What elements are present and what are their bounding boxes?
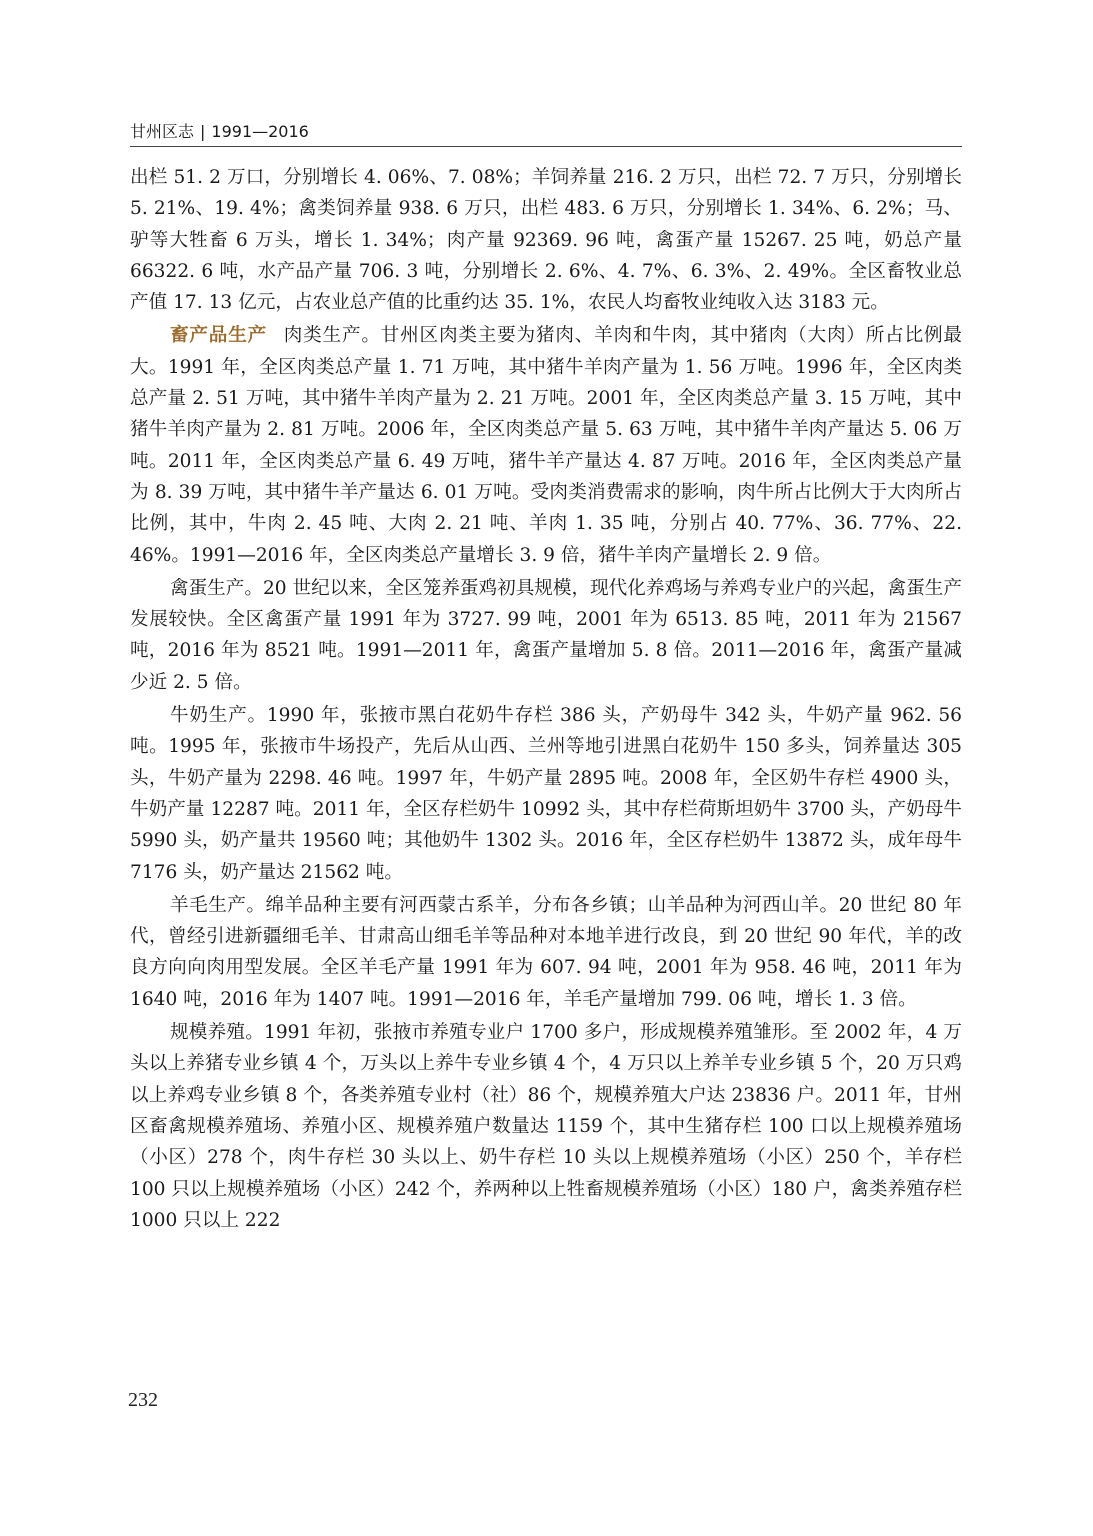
- running-header: [130, 120, 962, 144]
- paragraph-wool-production: [130, 890, 962, 1015]
- body-text: [130, 162, 962, 1236]
- paragraph-scale-farming: [130, 1017, 962, 1236]
- header-years: 1991—2016: [211, 122, 309, 141]
- paragraph-text: 规模养殖。1991 年初，张掖市养殖专业户 1700 多户，形成规模养殖雏形。至 2002 年，4 万头以上养猪专业乡镇 4 个，万头以上养牛专业乡镇 4 个，4 万只以上养羊专业乡镇 5 个，20 万只鸡以上养鸡专业乡镇 8 个，各类养殖专业村（社）86 个，规模养殖大户达 23836 户。2011 年，甘州区畜禽规模养殖场、养殖小区、规模养殖户数量达 1159 个，其中生猪存栏 100 口以上规模养殖场（小区）278 个，肉牛存栏 30 头以上、奶牛存栏 10 头以上规模养殖场（小区）250 个，羊存栏 100 只以上规模养殖场（小区）242 个，养两种以上牲畜规模养殖场（小区）180 户，禽类养殖存栏 1000 只以上 222: [130, 1022, 962, 1231]
- paragraph-text: 出栏 51. 2 万口，分别增长 4. 06%、7. 08%；羊饲养量 216. 2 万只，出栏 72. 7 万只，分别增长 5. 21%、19. 4%；禽类饲养量 938. 6 万只，出栏 483. 6 万只，分别增长 1. 34%、6. 2%；马、驴等大牲畜 6 万头，增长 1. 34%；肉产量 92369. 96 吨，禽蛋产量 15267. 25 吨，奶总产量 66322. 6 吨，水产品产量 706. 3 吨，分别增长 2. 6%、4. 7%、6. 3%、2. 49%。全区畜牧业总产值 17. 13 亿元，占农业总产值的比重约达 35. 1%，农民人均畜牧业纯收入达 3183 元。: [130, 167, 962, 314]
- paragraph-text: 肉类生产。甘州区肉类主要为猪肉、羊肉和牛肉，其中猪肉（大肉）所占比例最大。1991 年，全区肉类总产量 1. 71 万吨，其中猪牛羊肉产量为 1. 56 万吨。1996 年，全区肉类总产量 2. 51 万吨，其中猪牛羊肉产量为 2. 21 万吨。2001 年，全区肉类总产量 3. 15 万吨，其中猪牛羊肉产量为 2. 81 万吨。2006 年，全区肉类总产量 5. 63 万吨，其中猪牛羊肉产量达 5. 06 万吨。2011 年，全区肉类总产量 6. 49 万吨，猪牛羊产量达 4. 87 万吨。2016 年，全区肉类总产量为 8. 39 万吨，其中猪牛羊产量达 6. 01 万吨。受肉类消费需求的影响，肉牛所占比例大于大肉所占比例，其中，牛肉 2. 45 吨、大肉 2. 21 吨、羊肉 1. 35 吨，分别占 40. 77%、36. 77%、22. 46%。1991—2016 年，全区肉类总产量增长 3. 9 倍，猪牛羊肉产量增长 2. 9 倍。: [130, 325, 962, 566]
- paragraph-milk-production: [130, 700, 962, 888]
- paragraph-meat-production: [130, 320, 962, 570]
- section-heading: 畜产品生产: [169, 325, 267, 347]
- paragraph-text: 牛奶生产。1990 年，张掖市黑白花奶牛存栏 386 头，产奶母牛 342 头，牛奶产量 962. 56 吨。1995 年，张掖市牛场投产，先后从山西、兰州等地引进黑白花奶牛 150 多头，饲养量达 305 头，牛奶产量为 2298. 46 吨。1997 年，牛奶产量 2895 吨。2008 年，全区奶牛存栏 4900 头，牛奶产量 12287 吨。2011 年，全区存栏奶牛 10992 头，其中存栏荷斯坦奶牛 3700 头，产奶母牛 5990 头，奶产量共 19560 吨；其他奶牛 1302 头。2016 年，全区存栏奶牛 13872 头，成年母牛 7176 头，奶产量达 21562 吨。: [130, 705, 962, 883]
- paragraph-text: 禽蛋生产。20 世纪以来，全区笼养蛋鸡初具规模，现代化养鸡场与养鸡专业户的兴起，禽蛋生产发展较快。全区禽蛋产量 1991 年为 3727. 99 吨，2001 年为 6513. 85 吨，2011 年为 21567 吨，2016 年为 8521 吨。1991—2011 年，禽蛋产量增加 5. 8 倍。2011—2016 年，禽蛋产量减少近 2. 5 倍。: [130, 577, 962, 693]
- paragraph-egg-production: [130, 573, 962, 698]
- paragraph-continuation: [130, 162, 962, 318]
- paragraph-text: 羊毛生产。绵羊品种主要有河西蒙古系羊，分布各乡镇；山羊品种为河西山羊。20 世纪 80 年代，曾经引进新疆细毛羊、甘肃高山细毛羊等品种对本地羊进行改良，到 20 世纪 90 年代，羊的改良方向向肉用型发展。全区羊毛产量 1991 年为 607. 94 吨，2001 年为 958. 46 吨，2011 年为 1640 吨，2016 年为 1407 吨。1991—2016 年，羊毛产量增加 799. 06 吨，增长 1. 3 倍。: [130, 894, 962, 1010]
- book-title: 甘州区志: [130, 122, 195, 141]
- header-separator: |: [200, 122, 206, 141]
- page-number: 232: [128, 1389, 158, 1411]
- header-rule: [130, 146, 962, 147]
